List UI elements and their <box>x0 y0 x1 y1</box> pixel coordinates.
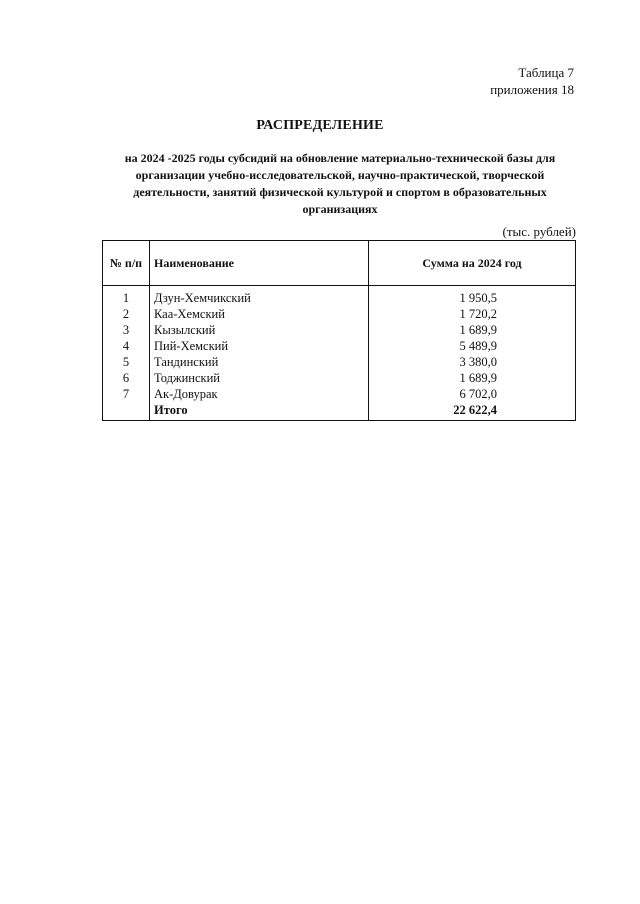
table-row <box>103 370 576 386</box>
table-body <box>103 286 576 421</box>
unit-note: (тыс. рублей) <box>502 224 576 239</box>
table-row <box>103 322 576 338</box>
row-number: 3 <box>103 322 150 338</box>
row-name: Ак-Довурак <box>150 386 369 402</box>
row-sum: 6 702,0 <box>369 386 576 402</box>
table-row <box>103 338 576 354</box>
table-reference <box>490 64 574 98</box>
row-number: 2 <box>103 306 150 322</box>
row-sum: 5 489,9 <box>369 338 576 354</box>
table-row <box>103 286 576 307</box>
table-header <box>103 241 576 286</box>
row-number: 7 <box>103 386 150 402</box>
row-number: 6 <box>103 370 150 386</box>
document-subtitle: на 2024 -2025 годы субсидий на обновление материально-технической базы для организации учебно-исследовательской, научно-практической, творческой деятельности, занятий физической культурой и спортом в образовательных организациях <box>124 151 556 216</box>
row-sum: 3 380,0 <box>369 354 576 370</box>
column-header-sum: Сумма на 2024 год <box>369 241 576 286</box>
total-row <box>103 402 576 421</box>
total-label: Итого <box>150 402 369 421</box>
column-header-name: Наименование <box>150 241 369 286</box>
row-name: Пий-Хемский <box>150 338 369 354</box>
row-sum: 1 950,5 <box>369 286 576 307</box>
row-number: 5 <box>103 354 150 370</box>
table-row <box>103 386 576 402</box>
table-row <box>103 306 576 322</box>
row-sum: 1 720,2 <box>369 306 576 322</box>
row-name: Кызылский <box>150 322 369 338</box>
row-name: Тоджинский <box>150 370 369 386</box>
row-name: Дзун-Хемчикский <box>150 286 369 307</box>
document-title: РАСПРЕДЕЛЕНИЕ <box>256 118 384 133</box>
distribution-table <box>102 240 576 421</box>
column-header-number: № п/п <box>103 241 150 286</box>
row-number: 4 <box>103 338 150 354</box>
row-number: 1 <box>103 286 150 307</box>
header-row <box>103 241 576 286</box>
row-name: Тандинский <box>150 354 369 370</box>
row-sum: 1 689,9 <box>369 370 576 386</box>
row-sum: 1 689,9 <box>369 322 576 338</box>
total-sum: 22 622,4 <box>369 402 576 421</box>
row-name: Каа-Хемский <box>150 306 369 322</box>
table-row <box>103 354 576 370</box>
total-number <box>103 402 150 421</box>
table-number: Таблица 7 <box>518 65 574 80</box>
appendix-number: приложения 18 <box>490 82 574 97</box>
